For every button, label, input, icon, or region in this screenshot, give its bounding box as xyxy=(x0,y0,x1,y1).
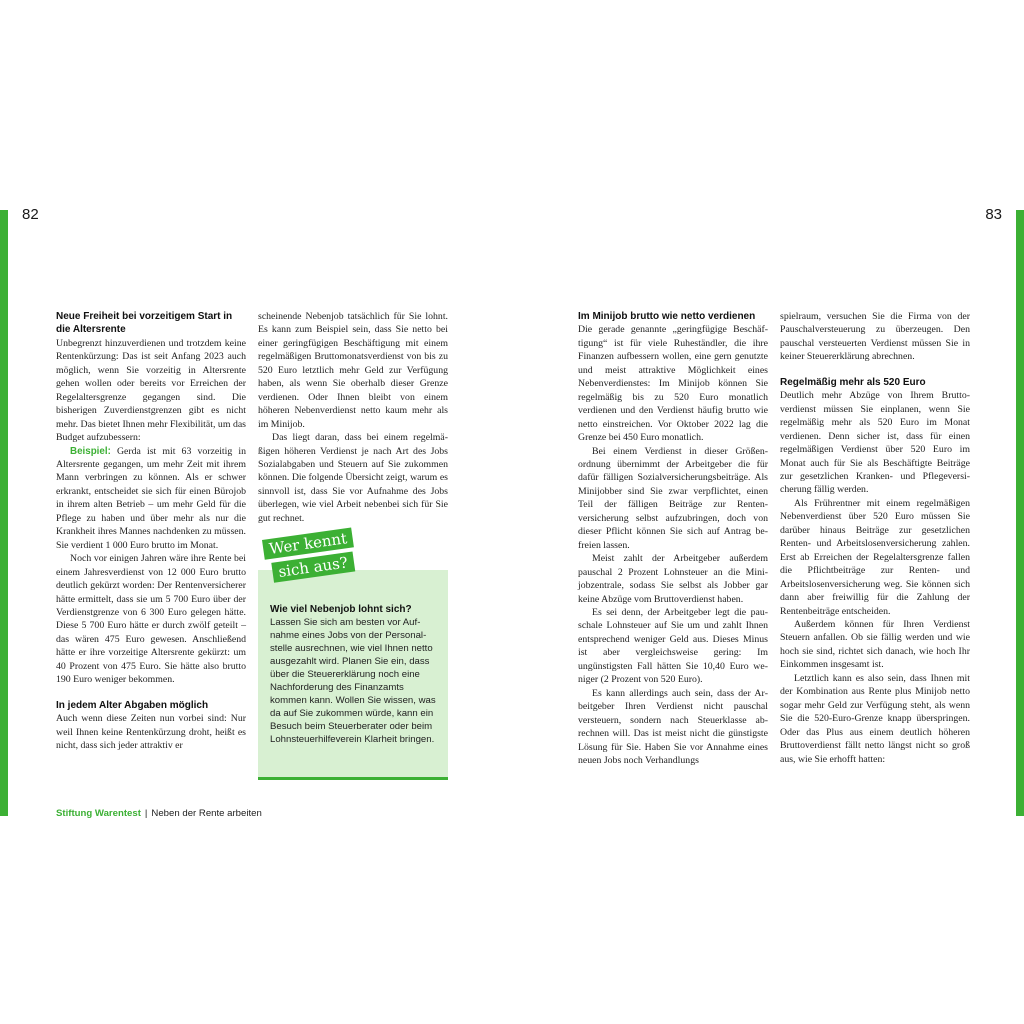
paragraph: Das liegt daran, dass bei einem regelmäßigen höheren Verdienst je nach Art des Jobs Sozialabgaben und Steuern auf Sie zukommen können. Die folgende Übersicht zeigt, warum es sinnvoll ist, dass Sie vor Aufnahme des Jobs überlegen, wie viel Arbeit nebenbei sich für Sie gut rechnet. xyxy=(258,432,448,524)
page-footer xyxy=(56,808,262,819)
paragraph: Bei einem Verdienst in dieser Größenordnung übernimmt der Arbeitgeber die für dafür fälligen Sozialversicherungsbeiträge. Als Minijobber sind Sie zwar verpflichtet, einen Teil der fälligen Beiträge zur Rentenversicherung selbst aufzubringen, doch von dieser Pflicht können Sie sich auf Antrag befreien lassen. xyxy=(578,445,768,551)
paragraph: Noch vor einigen Jahren wäre ihre Rente bei einem Jahresverdienst von 12 000 Euro brutto deutlich gekürzt worden: Der Rentenversicherer hätte ermittelt, dass sie um 5 700 Euro über der Verdienstgrenze von 6 300 Euro gelegen hätte. Diese 5 700 Euro hätte er durch zwölf geteilt – das wären 475 Euro gewesen. Anschließend hätte er ihre vorzeitige Altersrente gekürzt: um 40 Prozent von 475 Euro. Sie hätte also brutto 190 Euro weniger bekommen. xyxy=(56,553,246,686)
page-number-right: 83 xyxy=(985,206,1002,223)
left-page-column-2 xyxy=(258,310,448,525)
right-page-column-1 xyxy=(578,310,768,767)
paragraph: Es kann allerdings auch sein, dass der Arbeitgeber Ihren Verdienst nicht pauschal versteuern, sondern nach Steuerklasse abrechnen will. Das ist meist nicht die günstigste Lösung für Sie. Haben Sie vor Annahme eines neuen Jobs noch Verhandlungs xyxy=(578,687,768,766)
heading-minijob: Im Minijob brutto wie netto verdienen xyxy=(578,311,756,322)
paragraph: Als Frührentner mit einem regelmäßigen Nebenverdienst über 520 Euro müssen Sie darüber hinaus Beiträge zur gesetzlichen Renten- und Arbeitslosenversicherung zahlen. Erst ab Erreichen der Regelaltersgrenze fallen die Pflichtbeiträge zur Renten- und Arbeitslosenversicherung weg. Sie können sich dann aber freiwillig für die Zahlung der Rentenbeiträge entscheiden. xyxy=(780,497,970,617)
paragraph: Unbegrenzt hinzuverdienen und trotzdem keine Rentenkürzung: Das ist seit Anfang 2023 auch möglich, wenn Sie vorzeitig in Altersrente gehen wollen oder bereits vor Erreichen der Regelaltersgrenze gegangen sind. Die bisherigen Zuverdienstgrenzen gibt es nicht mehr. Das bietet Ihnen mehr Flexibilität, um das Budget aufzubessern: xyxy=(56,337,246,444)
paragraph: Es sei denn, der Arbeitgeber legt die pauschale Lohnsteuer auf Sie um und zahlt Ihnen entsprechend weniger Geld aus. Dieses Minus ist aber vergleichsweise gering: Im ungünstigsten Fall hätten Sie 10,40 Euro weniger (2 Prozent von 520 Euro). xyxy=(578,606,768,686)
footer-chapter: Neben der Rente arbeiten xyxy=(151,808,262,819)
right-edge-bar xyxy=(1016,210,1024,816)
info-box-title: Wie viel Nebenjob lohnt sich? xyxy=(270,604,412,615)
tag-line-1: Wer kennt xyxy=(262,527,354,559)
paragraph: Meist zahlt der Arbeitgeber außerdem pauschal 2 Prozent Lohnsteuer an die Minijobzentrale, sodass Sie selbst als Jobber gar keine Abzüge vom Bruttoverdienst haben. xyxy=(578,553,768,605)
left-page-column-1 xyxy=(56,310,246,753)
paragraph: Außerdem können für Ihren Verdienst Steuern anfallen. Ob sie fällig werden und wie hoch sie sind, richtet sich danach, wie hoch Ihr Einkommen insgesamt ist. xyxy=(780,618,970,671)
paragraph: scheinende Nebenjob tatsächlich für Sie lohnt. Es kann zum Beispiel sein, dass Sie netto bei einer geringfügigen Beschäftigung mit einem regelmäßigen Bruttomonatsverdienst von bis zu 520 Euro letztlich mehr Geld zur Verfügung haben, als wenn Sie oberhalb dieser Grenze verdienen. Oder Ihnen bleibt von einem höheren Nebenverdienst netto kaum mehr als im Minijob. xyxy=(258,311,448,430)
footer-brand: Stiftung Warentest xyxy=(56,808,141,819)
paragraph: Letztlich kann es also sein, dass Ihnen mit der Kombination aus Rente plus Minijob netto sogar mehr Geld zur Verfügung steht, als wenn Sie die 520-Euro-Grenze knapp überspringen. Oder das Plus aus einem deutlich höheren Bruttoverdienst fällt netto längst nicht so groß aus, wie Sie erhofft hatten: xyxy=(780,672,970,765)
heading-regelmaessig: Regelmäßig mehr als 520 Euro xyxy=(780,376,926,388)
page-number-left: 82 xyxy=(22,206,39,223)
paragraph: Auch wenn diese Zeiten nun vorbei sind: Nur weil Ihnen keine Rentenkürzung droht, heißt es nicht, dass sich jeder attraktiv er xyxy=(56,713,246,752)
paragraph: Die gerade genannte „geringfügige Beschäftigung“ ist für viele Ruheständler, die ihre Finanzen aufbessern wollen, eine gern genutzte und meist attraktive Möglichkeit eines Nebenverdienstes: Im Minijob können Sie regelmäßig bis zu 520 Euro monatlich verdienen und den Verdienst häufig brutto wie netto einstreichen. Vor Oktober 2022 lag die Grenze bei 450 Euro monatlich. xyxy=(578,324,768,444)
heading-abgaben: In jedem Alter Abgaben möglich xyxy=(56,699,209,711)
left-edge-bar xyxy=(0,210,8,816)
example-label: Beispiel: xyxy=(70,445,111,457)
heading-neue-freiheit: Neue Freiheit bei vorzeitigem Start in die Altersrente xyxy=(56,311,233,336)
info-box xyxy=(258,570,448,780)
right-page-column-2 xyxy=(780,310,970,766)
example-text: Gerda ist mit 63 vorzeitig in Altersrente gegangen, um mehr Zeit mit ihrem Mann verbringen zu können. Als er schwer erkrankt, entscheidet sie sich für einen Bürojob in ihrem alten Betrieb – um mehr Geld für die Pflege zu haben und über mehr als nur die Krankheit ihres Mannes nachdenken zu müssen. Sie verdient 1 000 Euro brutto im Monat. xyxy=(56,445,246,551)
footer-separator: | xyxy=(144,808,148,819)
info-box-body: Lassen Sie sich am besten vor Aufnahme eines Jobs von der Personalstelle ausrechnen, wie viel Ihnen netto ausgezahlt wird. Planen Sie ein, dass über die Steuererklärung noch eine Nachforderung des Finanzamts kommen kann. Wollen Sie wissen, was da auf Sie zukommen würde, kann ein Besuch beim Steuerberater oder beim Lohnsteuerhilfeverein Klarheit bringen. xyxy=(270,617,436,745)
tag-line-2: sich aus? xyxy=(271,552,355,583)
paragraph: spielraum, versuchen Sie die Firma von der Pauschalversteuerung zu überzeugen. Den pauschal versteuerten Verdienst müssen Sie in keiner Steuererklärung abrechnen. xyxy=(780,311,970,363)
paragraph: Deutlich mehr Abzüge von Ihrem Bruttoverdienst müssen Sie einplanen, wenn Sie regelmäßig mehr als 520 Euro im Monat verdienen. Denn sicher ist, dass für einen regelmäßigen Verdienst über 520 Euro im Monat auch für Sie als Beschäftigte Beiträge zur gesetzlichen Kranken- und Pflegeversicherung fällig werden. xyxy=(780,390,970,496)
example-paragraph xyxy=(56,445,246,553)
